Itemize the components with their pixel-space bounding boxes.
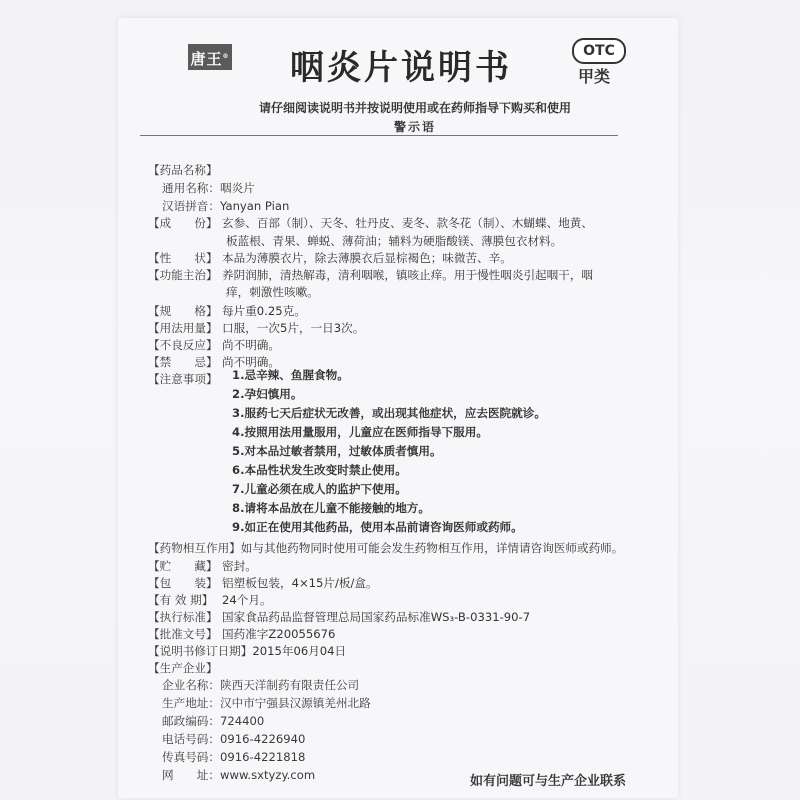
section-indications: 【功能主治】 养阴润肺，清热解毒，清利咽喉，镇咳止痒。用于慢性咽炎引起咽干，咽 — [148, 268, 594, 282]
zip-row: 邮政编码：724400 — [162, 714, 265, 728]
indications-line2: 痒，刺激性咳嗽。 — [226, 285, 319, 299]
header-divider — [140, 135, 618, 136]
brand-logo: 唐王® — [188, 44, 232, 70]
website-row: 网 址：www.sxtyzy.com — [162, 768, 316, 782]
reading-instruction: 请仔细阅读说明书并按说明使用或在药师指导下购买和使用 — [258, 101, 571, 115]
precaution-item: 9.如正在使用其他药品，使用本品前请咨询医师或药师。 — [232, 520, 523, 534]
section-revision-date: 【说明书修订日期】2015年06月04日 — [148, 644, 347, 658]
section-appearance: 【性 状】 本品为薄膜衣片，除去薄膜衣后显棕褐色；味微苦、辛。 — [148, 251, 512, 265]
section-interactions: 【药物相互作用】如与其他药物同时使用可能会发生药物相互作用，详情请咨询医师或药师。 — [148, 541, 624, 555]
precaution-item: 1.忌辛辣、鱼腥食物。 — [232, 368, 349, 382]
ingredients-line2: 板蓝根、青果、蝉蜕、薄荷油；辅料为硬脂酸镁、薄膜包衣材料。 — [226, 234, 563, 248]
section-drug-name: 【药品名称】 — [148, 163, 218, 177]
section-standard: 【执行标准】 国家食品药品监督管理总局国家药品标准WS₃-B-0331-90-7 — [148, 610, 531, 624]
section-adverse: 【不良反应】 尚不明确。 — [148, 338, 280, 352]
section-dosage: 【用法用量】 口服，一次5片，一日3次。 — [148, 321, 365, 335]
contact-footer: 如有问题可与生产企业联系 — [470, 774, 627, 789]
company-row: 企业名称：陕西天洋制药有限责任公司 — [162, 678, 360, 692]
phone-row: 电话号码：0916-4226940 — [162, 732, 306, 746]
address-row: 生产地址：汉中市宁强县汉源镇羌州北路 — [162, 696, 371, 710]
section-manufacturer: 【生产企业】 — [148, 661, 218, 675]
section-ingredients: 【成 份】 玄参、百部（制）、天冬、牡丹皮、麦冬、款冬花（制）、木蝴蝶、地黄、 — [148, 216, 593, 230]
section-approval: 【批准文号】 国药准字Z20055676 — [148, 627, 336, 641]
generic-name-row: 通用名称：咽炎片 — [162, 181, 255, 195]
section-contraindications: 【禁 忌】 尚不明确。 — [148, 355, 280, 369]
precaution-item: 4.按照用法用量服用，儿童应在医师指导下服用。 — [232, 425, 488, 439]
section-spec: 【规 格】 每片重0.25克。 — [148, 304, 306, 318]
precaution-item: 6.本品性状发生改变时禁止使用。 — [232, 463, 407, 477]
section-validity: 【有 效 期】 24个月。 — [148, 593, 272, 607]
document-title: 咽炎片说明书 — [290, 48, 512, 88]
fax-row: 传真号码：0916-4221818 — [162, 750, 306, 764]
pinyin-row: 汉语拼音：Yanyan Pian — [162, 199, 290, 213]
otc-badge: OTC — [572, 38, 626, 64]
warning-heading: 警示语 — [393, 120, 436, 134]
precaution-item: 7.儿童必须在成人的监护下使用。 — [232, 482, 407, 496]
precaution-item: 5.对本品过敏者禁用，过敏体质者慎用。 — [232, 444, 442, 458]
section-storage: 【贮 藏】 密封。 — [148, 559, 257, 573]
precaution-item: 2.孕妇慎用。 — [232, 387, 303, 401]
section-precautions: 【注意事项】 — [148, 372, 218, 386]
otc-class-label: 甲类 — [578, 67, 611, 86]
precaution-item: 8.请将本品放在儿童不能接触的地方。 — [232, 501, 430, 515]
section-package: 【包 装】 铝塑板包装，4×15片/板/盒。 — [148, 576, 378, 590]
precaution-item: 3.服药七天后症状无改善，或出现其他症状，应去医院就诊。 — [232, 406, 546, 420]
